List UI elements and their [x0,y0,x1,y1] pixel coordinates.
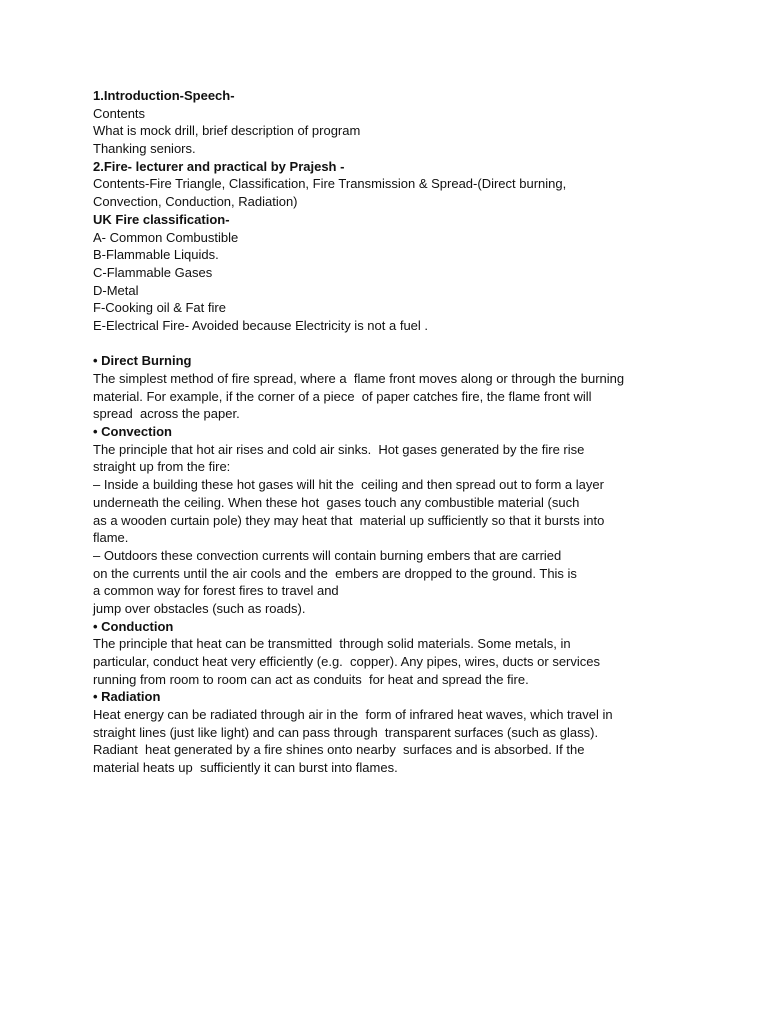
text-line: a common way for forest fires to travel and [93,583,339,599]
classification-item: E-Electrical Fire- Avoided because Electricity is not a fuel . [93,317,429,333]
text-line: underneath the ceiling. When these hot gases touch any combustible material (such [93,494,580,510]
text-line: running from room to room can act as conduits for heat and spread the fire. [93,671,529,687]
text-line: spread across the paper. [93,406,240,422]
text-line: The simplest method of fire spread, where a flame front moves along or through the burning [93,371,625,386]
text-line: flame. [93,530,129,546]
classification-item: A- Common Combustible [93,229,239,245]
section-heading-radiation: • Radiation [93,689,161,705]
text-line: Heat energy can be radiated through air in the form of infrared heat waves, which travel in [93,707,613,723]
section-heading-conduction: • Conduction [93,618,174,634]
section-heading-convection: • Convection [93,424,172,440]
document-page [93,87,693,777]
text-line: jump over obstacles (such as roads). [93,600,306,616]
section-heading-introduction: 1.Introduction-Speech- [93,88,235,103]
text-line: Radiant heat generated by a fire shines onto nearby surfaces and is absorbed. If the [93,742,585,758]
classification-item: C-Flammable Gases [93,264,213,280]
text-line: The principle that heat can be transmitted through solid materials. Some metals, in [93,636,571,652]
classification-item: F-Cooking oil & Fat fire [93,300,226,316]
text-line: – Inside a building these hot gases will hit the ceiling and then spread out to form a layer [93,477,604,493]
text-line: particular, conduct heat very efficiently (e.g. copper). Any pipes, wires, ducts or services [93,654,600,669]
text-line: Convection, Conduction, Radiation) [93,194,298,210]
text-line: Contents [93,105,146,121]
text-line: Contents-Fire Triangle, Classification, Fire Transmission & Spread-(Direct burning, [93,176,567,192]
text-line: material heats up sufficiently it can burst into flames. [93,760,398,776]
text-line: What is mock drill, brief description of program [93,123,361,139]
section-heading-fire: 2.Fire- lecturer and practical by Prajesh - [93,158,345,174]
text-line: on the currents until the air cools and the embers are dropped to the ground. This is [93,565,577,581]
classification-item: B-Flammable Liquids. [93,247,219,263]
blank-line [93,335,693,353]
section-heading-direct-burning: • Direct Burning [93,353,192,369]
classification-item: D-Metal [93,282,139,298]
text-line: as a wooden curtain pole) they may heat that material up sufficiently so that it bursts into [93,512,605,528]
text-line: straight up from the fire: [93,459,231,475]
section-heading-uk-classification: UK Fire classification- [93,211,230,227]
text-line: – Outdoors these convection currents will contain burning embers that are carried [93,547,562,563]
text-line: Thanking seniors. [93,141,196,157]
text-line: The principle that hot air rises and cold air sinks. Hot gases generated by the fire rise [93,441,585,457]
text-line: straight lines (just like light) and can pass through transparent surfaces (such as glass). [93,724,599,740]
text-line: material. For example, if the corner of a piece of paper catches fire, the flame front will [93,388,592,404]
